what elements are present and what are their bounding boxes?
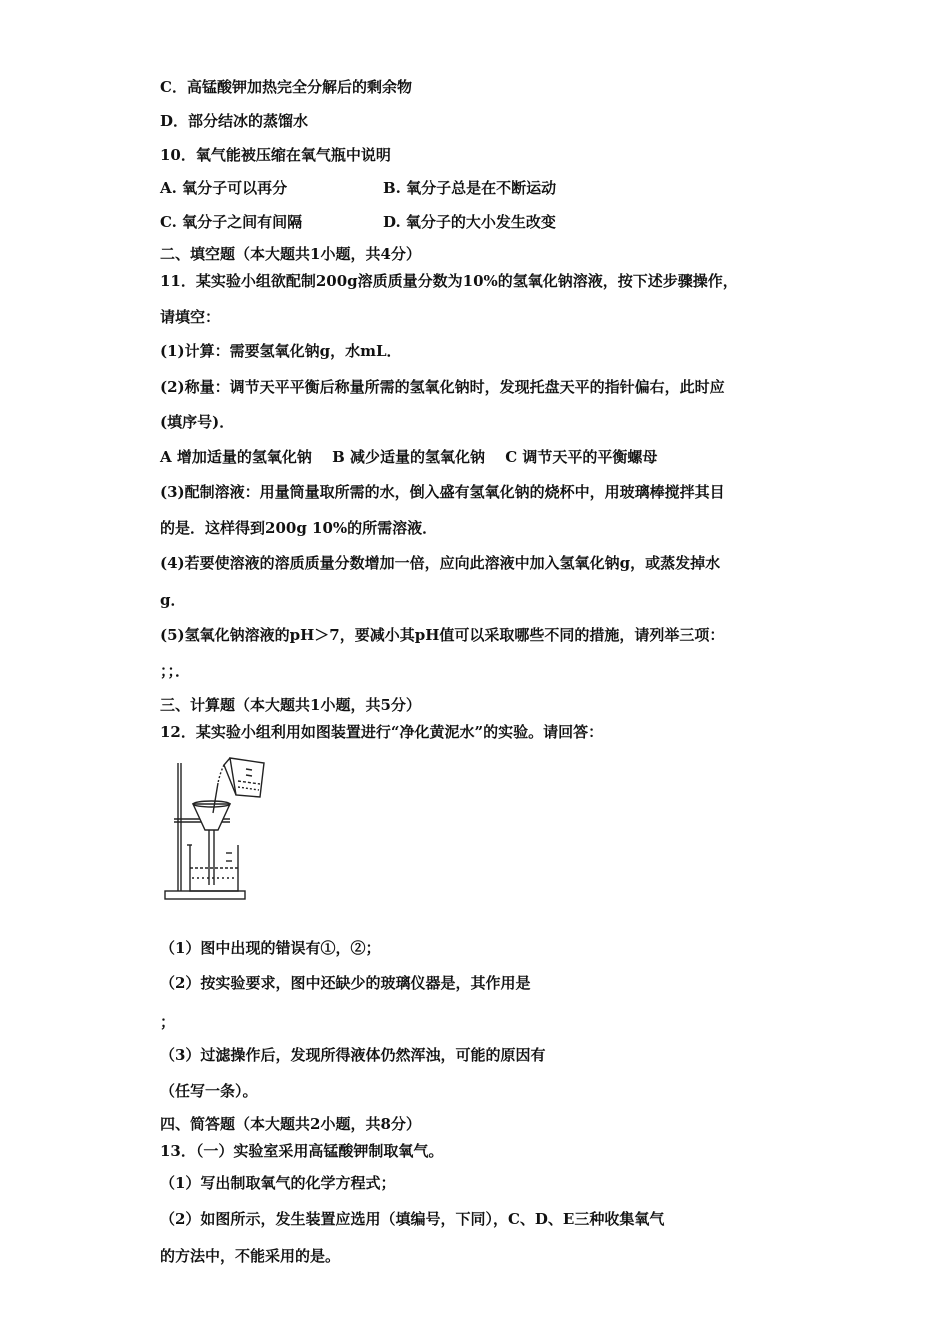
separator: ； (167, 662, 176, 680)
q13-stem: 13．（一）实验室采用高锰酸钾制取氧气。 (160, 1142, 444, 1160)
section-2-title: 二、填空题（本大题共1小题，共4分） (160, 245, 421, 263)
q11-part-1 (160, 341, 402, 361)
section-4-title: 四、简答题（本大题共2小题，共8分） (160, 1115, 421, 1133)
q11-part-1-text-c: mL． (360, 342, 402, 360)
q12-part-2-text-a: （2）按实验要求，图中还缺少的玻璃仪器是 (160, 974, 456, 992)
q10-option-d: D. 氧分子的大小发生改变 (383, 213, 556, 231)
q10-options-row-1 (160, 178, 800, 198)
q11-part-3-text-c: ．这样得到200g 10%的所需溶液． (190, 519, 438, 537)
q9-option-c: C．高锰酸钾加热完全分解后的剩余物 (160, 78, 412, 96)
q10-option-a: A. 氧分子可以再分 (160, 179, 288, 197)
q12-part-3 (160, 1045, 545, 1065)
q11-stem-line-1: 11．某实验小组欲配制200g溶质质量分数为10%的氢氧化钠溶液，按下述步骤操作， (160, 272, 738, 290)
q12-part-2-cont (160, 1012, 175, 1032)
q11-part-2-text-b: (填序号)． (160, 413, 235, 431)
q11-part-2-cont (160, 412, 234, 432)
q11-part-5-end: ． (175, 662, 191, 680)
q11-part-5-text-a: (5)氢氧化钠溶液的pH＞7，要减小其pH值可以采取哪些不同的措施，请列举三项： (160, 626, 725, 644)
q13-part-2-text-c: 的方法中，不能采用的是 (160, 1247, 326, 1265)
q10-option-c: C. 氧分子之间有间隔 (160, 213, 303, 231)
separator: ； (160, 662, 168, 680)
q13-part-1-text-b: ； (380, 1174, 396, 1192)
q12-stem: 12．某实验小组利用如图装置进行“净化黄泥水”的实验。请回答： (160, 723, 604, 741)
q13-part-2-cont (160, 1246, 340, 1266)
q12-part-2-text-c: ； (160, 1013, 176, 1031)
section-3-title: 三、计算题（本大题共1小题，共5分） (160, 696, 421, 714)
q11-part-3: (3)配制溶液：用量筒量取所需的水，倒入盛有氢氧化钠的烧杯中，用玻璃棒搅拌其目 (160, 483, 725, 501)
q13-part-2-text-d: 。 (325, 1247, 341, 1265)
q11-stem-line-2: 请填空： (160, 308, 221, 326)
q11-part-4 (160, 553, 720, 573)
q11-part-4-cont (160, 590, 186, 610)
q11-part-4-text-a: (4)若要使溶液的溶质质量分数增加一倍，应向此溶液中加入氢氧化钠 (160, 554, 620, 572)
q12-part-3-cont: （任写一条）。 (160, 1082, 258, 1100)
q11-part-5 (160, 625, 724, 645)
q12-part-1 (160, 938, 380, 958)
q11-part-2 (160, 377, 725, 397)
q13-part-2-text-b: （填编号，下同），C、D、E三种收集氧气 (380, 1210, 665, 1228)
q13-part-1-text-a: （1）写出制取氧气的化学方程式 (160, 1174, 381, 1192)
q13-part-2 (160, 1209, 664, 1229)
q12-part-3-text-a: （3）过滤操作后，发现所得液体仍然浑浊，可能的原因有 (160, 1046, 546, 1064)
q9-option-d: D．部分结冰的蒸馏水 (160, 112, 309, 130)
q11-part-4-text-b: g，或蒸发掉水 (619, 554, 721, 572)
q11-part-2-text-a: (2)称量：调节天平平衡后称量所需的氢氧化钠时，发现托盘天平的指针偏右，此时应 (160, 378, 725, 396)
q12-part-2 (160, 973, 530, 993)
q12-part-1-text-b: ，② (335, 939, 366, 957)
filtration-apparatus-figure (160, 753, 290, 908)
q13-part-2-text-a: （2）如图所示，发生装置应选用 (160, 1210, 381, 1228)
q10-stem: 10．氧气能被压缩在氧气瓶中说明 (160, 146, 391, 164)
q12-part-1-text-a: （1）图中出现的错误有① (160, 939, 336, 957)
q11-part-2-options: A 增加适量的氢氧化钠 B 减少适量的氢氧化钠 C 调节天平的平衡螺母 (160, 448, 658, 466)
q13-part-1 (160, 1173, 395, 1193)
q11-part-4-text-c: g． (160, 591, 186, 609)
q11-part-1-text-b: g，水 (319, 342, 361, 360)
q10-option-b: B. 氧分子总是在不断运动 (383, 179, 557, 197)
q11-part-5-cont (160, 661, 190, 681)
q10-options-row-2 (160, 212, 800, 232)
q11-part-3-text-b: 的是 (160, 519, 191, 537)
q12-part-1-text-c: ； (365, 939, 381, 957)
q11-part-3-cont (160, 518, 437, 538)
q11-part-1-text-a: (1)计算：需要氢氧化钠 (160, 342, 320, 360)
q12-part-2-text-b: ，其作用是 (455, 974, 531, 992)
